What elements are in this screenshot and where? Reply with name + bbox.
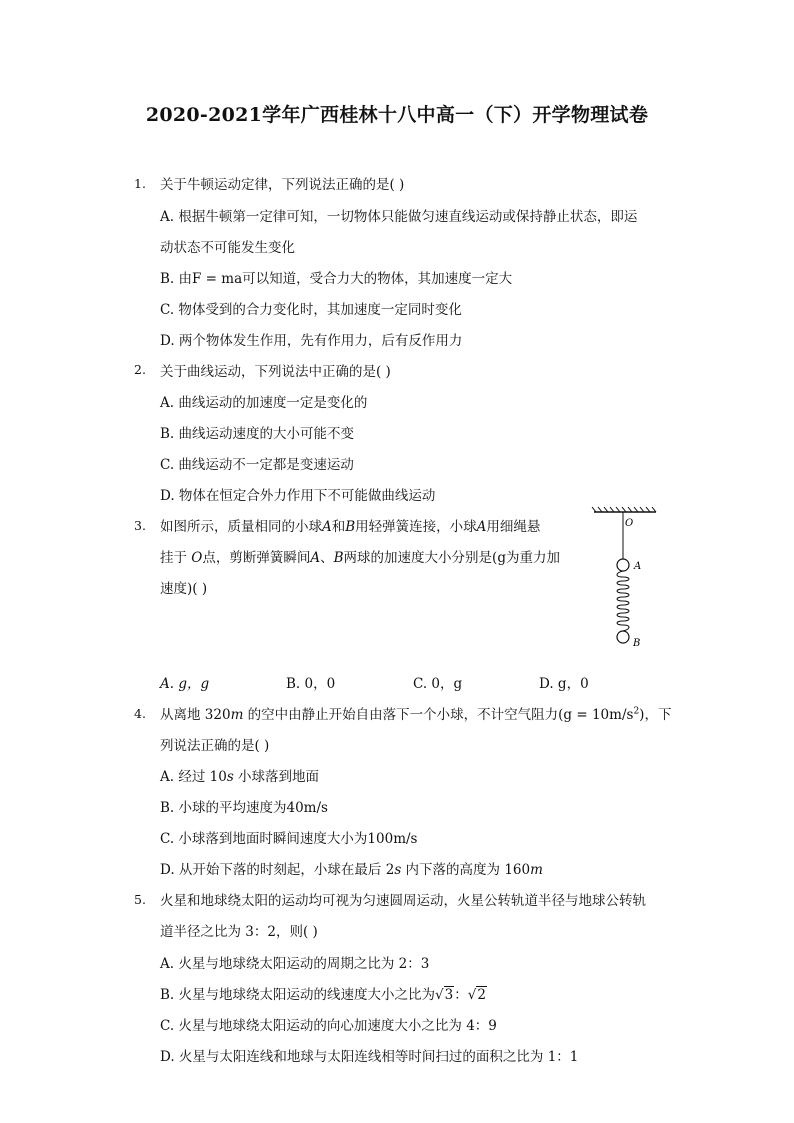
spring-pendulum-figure: [590, 506, 660, 654]
option-c: C. 小球落到地面时瞬间速度大小为100m/s: [160, 831, 418, 847]
label-o: O: [625, 518, 634, 529]
question-stem-line-2: 道半径之比为 3：2，则( ): [160, 924, 318, 940]
sqrt-expression: √3: [435, 987, 454, 1003]
question-stem: 关于牛顿运动定律，下列说法正确的是( ): [160, 177, 405, 193]
option-a: A. 火星与地球绕太阳运动的周期之比为 2：3: [160, 956, 430, 972]
option-a: A. g，g: [160, 676, 210, 692]
label-a: A: [634, 561, 642, 572]
option-b: B. 0，0: [286, 676, 336, 692]
option-b: B. 曲线运动速度的大小可能不变: [160, 426, 355, 442]
page-title: 2020-2021学年广西桂林十八中高一（下）开学物理试卷: [145, 104, 649, 126]
option-d: D. 火星与太阳连线和地球与太阳连线相等时间扫过的面积之比为 1：1: [160, 1049, 579, 1065]
question-stem-line-2: 列说法正确的是( ): [160, 738, 270, 754]
question-number: 5.: [134, 892, 146, 907]
question-stem-line-1: 火星和地球绕太阳的运动均可视为匀速圆周运动，火星公转轨道半径与地球公转轨: [160, 893, 646, 909]
question-stem-line-1: 从离地 320m 的空中由静止开始自由落下一个小球，不计空气阻力$(g = 10m/s^2)$，下: [160, 706, 672, 723]
ball-b: [617, 631, 629, 643]
question-stem-line-2: 挂于 O点，剪断弹簧瞬间A、B两球的加速度大小分别是(g为重力加: [160, 550, 560, 566]
option-a: A. 曲线运动的加速度一定是变化的: [160, 395, 368, 411]
option-c: C. 物体受到的合力变化时，其加速度一定同时变化: [160, 302, 462, 318]
question-number: 4.: [134, 706, 146, 721]
option-d: D. 两个物体发生作用，先有作用力，后有反作用力: [160, 333, 463, 349]
option-b: B. 由F = ma可以知道，受合力大的物体，其加速度一定大: [160, 271, 513, 287]
question-number: 3.: [134, 518, 146, 533]
question-stem-line-1: 如图所示，质量相同的小球A和B用轻弹簧连接，小球A用细绳悬: [160, 519, 541, 535]
question-number: 2.: [134, 362, 146, 377]
option-a-continued: 动状态不可能发生变化: [160, 240, 295, 256]
option-c: C. 0，g: [413, 676, 463, 692]
ball-a: [617, 559, 629, 571]
option-c: C. 曲线运动不一定都是变速运动: [160, 457, 354, 473]
sqrt-expression: √2: [467, 987, 486, 1003]
option-d: D. 物体在恒定合外力作用下不可能做曲线运动: [160, 488, 436, 504]
option-d: D. g，0: [539, 676, 589, 692]
option-a: A. 经过 10s 小球落到地面: [160, 769, 320, 785]
question-number: 1.: [134, 176, 146, 191]
question-stem: 关于曲线运动，下列说法中正确的是( ): [160, 364, 391, 380]
spring: [617, 571, 629, 631]
option-c: C. 火星与地球绕太阳运动的向心加速度大小之比为 4：9: [160, 1018, 497, 1034]
option-d: D. 从开始下落的时刻起，小球在最后 2s 内下落的高度为 160m: [160, 862, 543, 878]
question-stem-line-3: 速度)( ): [160, 581, 208, 597]
option-a: A. 根据牛顿第一定律可知，一切物体只能做匀速直线运动或保持静止状态，即运: [160, 209, 638, 225]
option-b: B. 小球的平均速度为40m/s: [160, 800, 328, 816]
label-b: B: [633, 638, 641, 649]
option-b: B. 火星与地球绕太阳运动的线速度大小之比为√3：√2: [160, 987, 486, 1003]
